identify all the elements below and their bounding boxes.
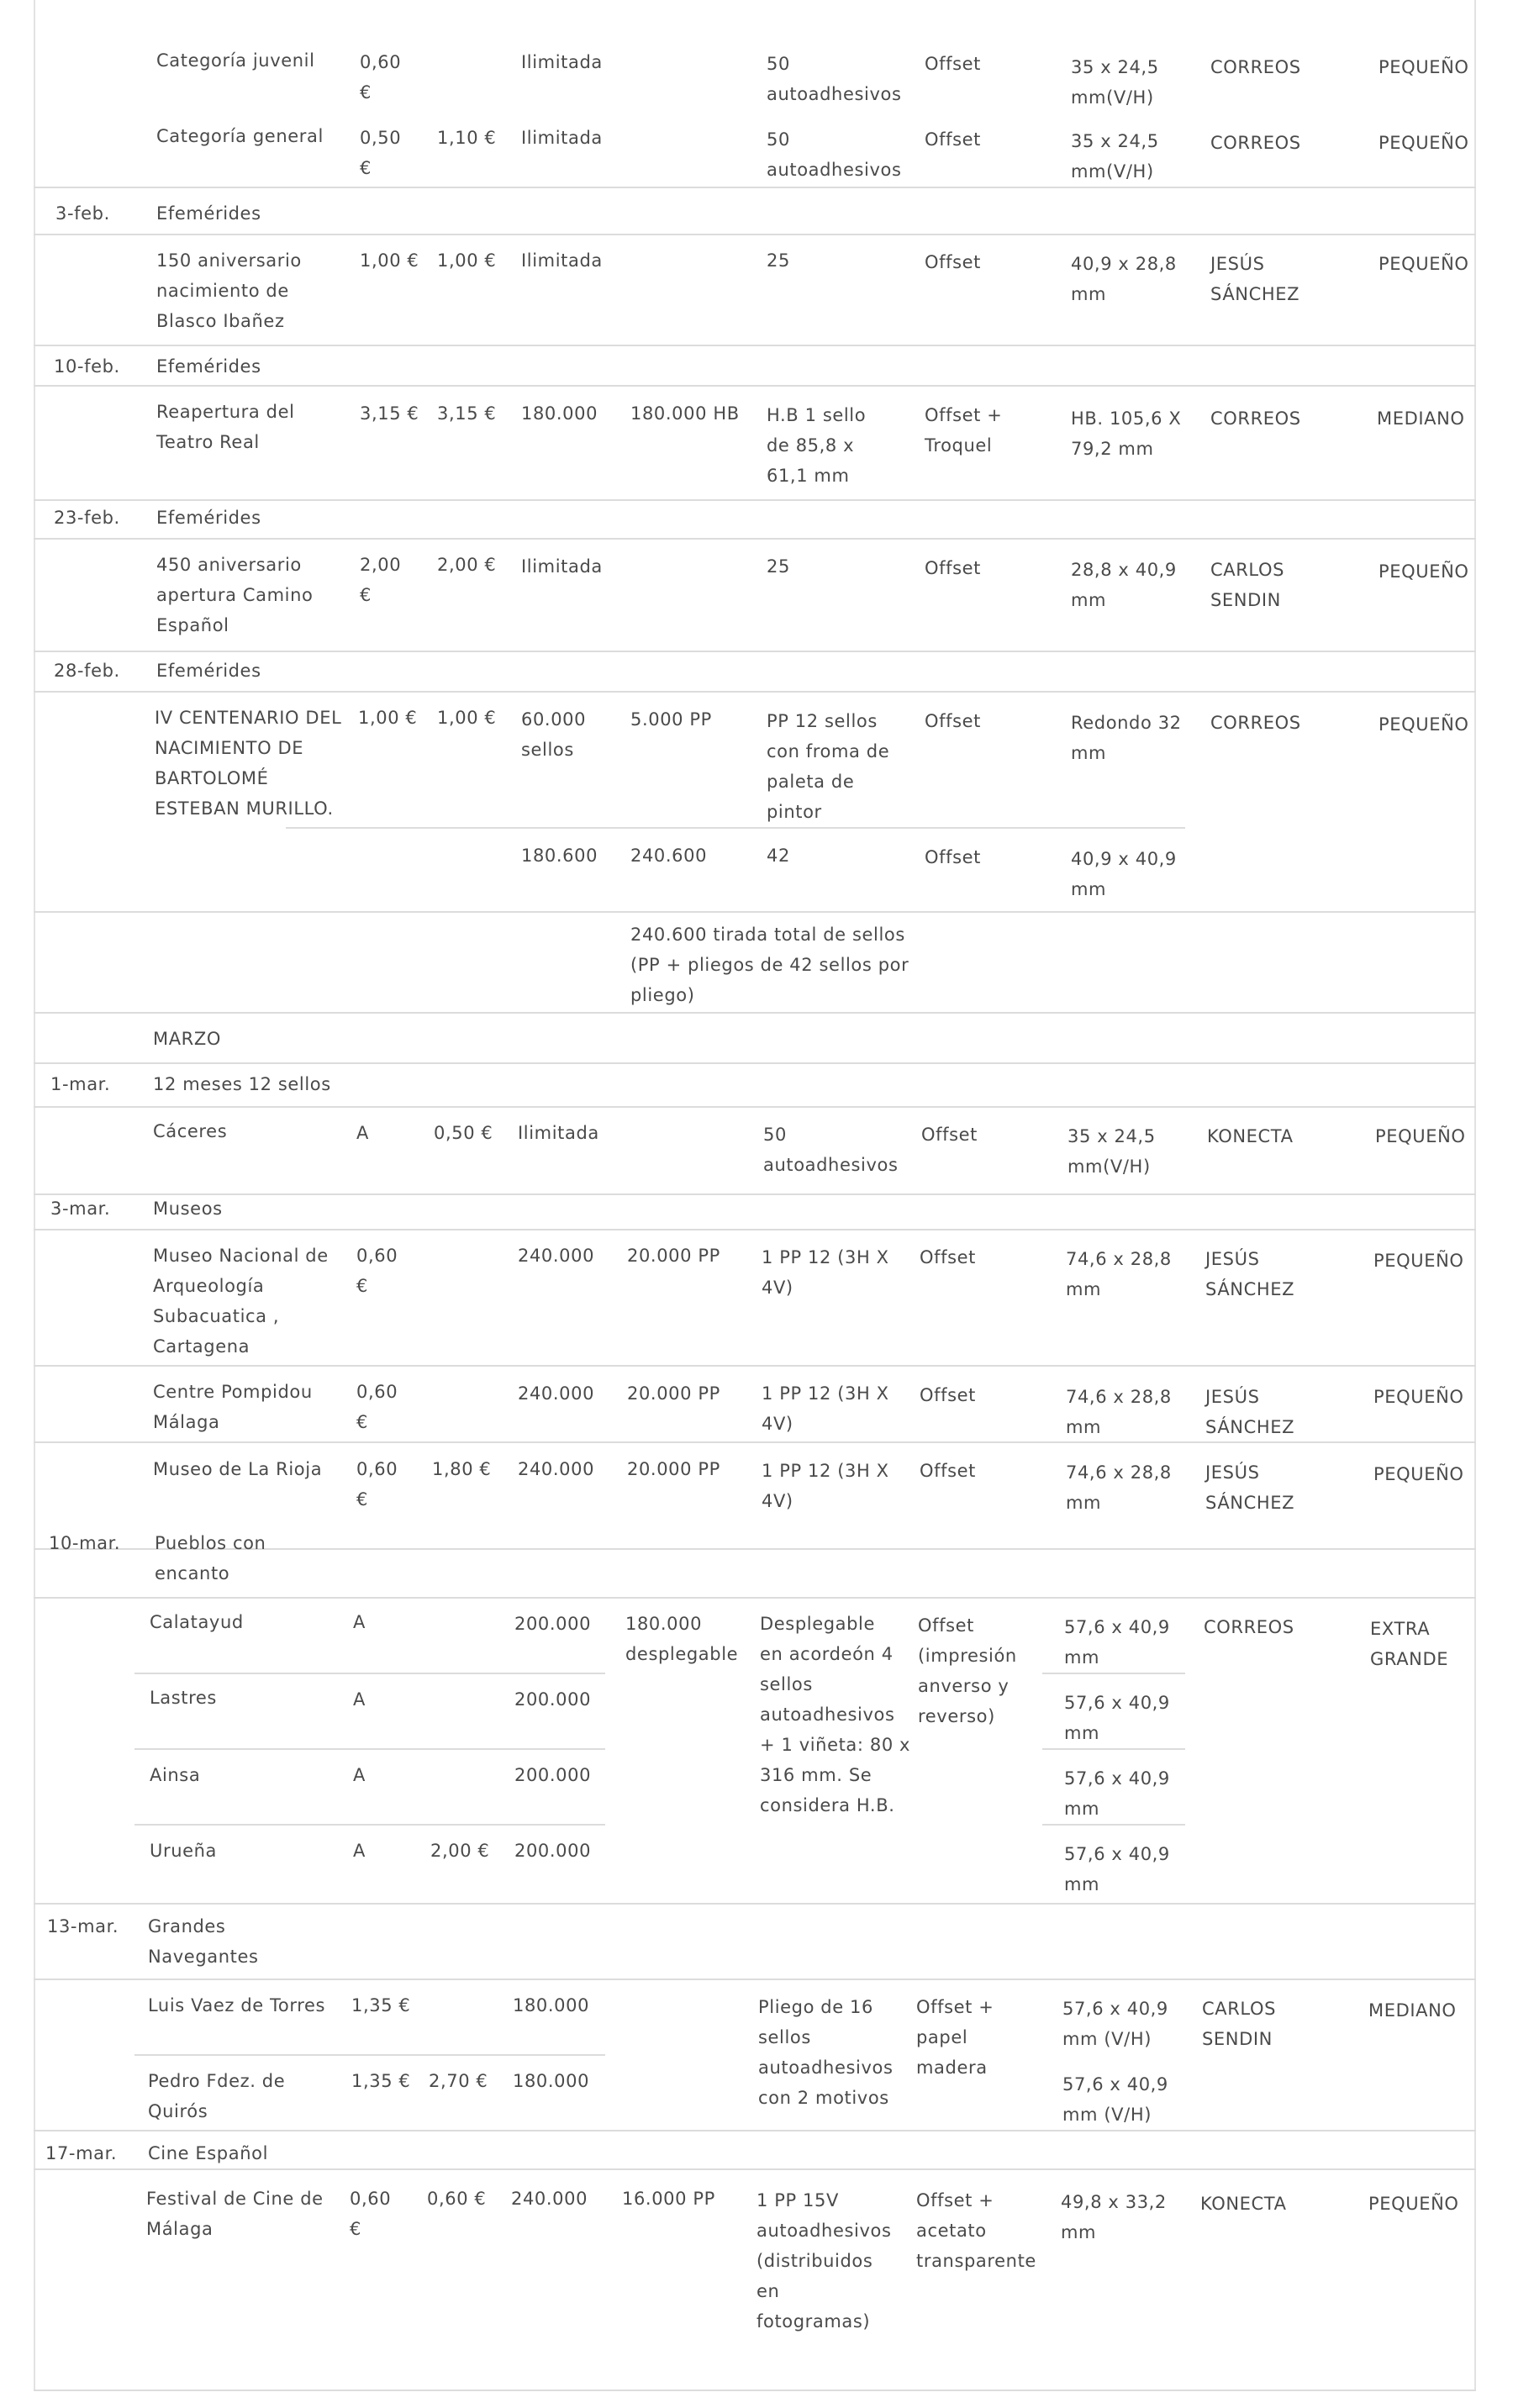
series-title: Museos [153, 1199, 223, 1219]
stamp-size: 49,8 x 33,2 mm [1061, 2192, 1167, 2242]
print-run: Ilimitada [521, 556, 603, 577]
row-divider [34, 345, 1476, 346]
stamp-size: 57,6 x 40,9 mm (V/H) [1062, 1999, 1168, 2049]
row-divider [34, 2168, 1476, 2170]
total-value: 2,00 € [437, 555, 497, 575]
designer: CARLOS SENDIN [1202, 1999, 1277, 2049]
stamp-title: Museo Nacional de Arqueología Subacuatica , Cartagena [153, 1246, 329, 1357]
row-divider [34, 1062, 1476, 1064]
stamp-size: 35 x 24,5 mm(V/H) [1071, 131, 1159, 182]
issue-date: 3-mar. [50, 1199, 111, 1219]
print-run: 180.600 [521, 846, 598, 866]
print-run: 180.000 [513, 2071, 590, 2091]
format: Desplegable en acordeón 4 sellos autoadhesivos + 1 viñeta: 80 x 316 mm. Se considera H.B. [760, 1614, 911, 1815]
total-value: 3,15 € [437, 403, 497, 424]
designer: CARLOS SENDIN [1210, 560, 1285, 610]
series-title: Efemérides [156, 661, 261, 681]
face-value: 0,60 € [356, 1459, 398, 1510]
row-divider [34, 1365, 1476, 1367]
size-category: EXTRA GRANDE [1370, 1619, 1449, 1669]
total-value: 2,70 € [429, 2071, 488, 2091]
stamp-size: 74,6 x 28,8 mm [1066, 1249, 1172, 1299]
series-title: Grandes Navegantes [148, 1916, 259, 1967]
format: 42 [767, 846, 790, 866]
stamp-title: 450 aniversario apertura Camino Español [156, 555, 314, 635]
face-value: A [353, 1841, 366, 1861]
total-value: 1,00 € [437, 708, 497, 728]
row-divider [286, 827, 1185, 829]
face-value: 2,00 € [360, 555, 402, 605]
stamp-size: 35 x 24,5 mm(V/H) [1068, 1126, 1156, 1177]
designer: CORREOS [1210, 57, 1301, 77]
size-category: PEQUEÑO [1373, 1464, 1464, 1484]
size-category: MEDIANO [1377, 408, 1465, 429]
print-run: 240.000 [518, 1459, 595, 1479]
print-run: 200.000 [514, 1689, 592, 1710]
stamp-title: Centre Pompidou Málaga [153, 1382, 313, 1432]
stamp-title: Categoría juvenil [156, 50, 315, 71]
format: 25 [767, 556, 790, 577]
series-title: Efemérides [156, 203, 261, 224]
stamp-size: 57,6 x 40,9 mm [1064, 1617, 1170, 1668]
printing-method: Offset [920, 1461, 977, 1481]
month-heading: MARZO [153, 1029, 221, 1049]
printing-method: Offset + papel madera [916, 1997, 994, 2078]
face-value: 1,35 € [351, 1995, 411, 2015]
print-run: Ilimitada [521, 128, 603, 148]
issue-date: 28-feb. [54, 661, 120, 681]
designer: JESÚS SÁNCHEZ [1205, 1249, 1295, 1299]
row-divider [34, 651, 1476, 652]
stamp-title: Cáceres [153, 1121, 228, 1141]
stamp-size: 74,6 x 28,8 mm [1066, 1462, 1172, 1513]
total-value: 1,80 € [432, 1459, 492, 1479]
total-value: 2,00 € [430, 1841, 490, 1861]
face-value: 0,60 € [360, 52, 402, 103]
row-divider [34, 1012, 1476, 1014]
row-divider [1042, 1748, 1185, 1750]
face-value: A [353, 1765, 366, 1785]
size-category: PEQUEÑO [1373, 1387, 1464, 1407]
designer: KONECTA [1200, 2194, 1287, 2214]
size-category: PEQUEÑO [1379, 57, 1469, 77]
printing-method: Offset [925, 711, 982, 731]
print-run: Ilimitada [518, 1123, 599, 1143]
row-divider [134, 2054, 605, 2056]
issue-date: 23-feb. [54, 508, 120, 528]
series-title: 12 meses 12 sellos [153, 1074, 331, 1094]
stamp-title: Museo de La Rioja [153, 1459, 323, 1479]
printing-method: Offset [920, 1247, 977, 1267]
stamp-title: Reapertura del Teatro Real [156, 402, 295, 452]
printing-method: Offset [925, 54, 982, 74]
face-value: 0,50 € [360, 128, 402, 178]
stamp-title: Pedro Fdez. de Quirós [148, 2071, 286, 2121]
sheets: 20.000 PP [627, 1383, 720, 1404]
size-category: PEQUEÑO [1373, 1251, 1464, 1271]
format: H.B 1 sello de 85,8 x 61,1 mm [767, 405, 867, 486]
stamp-size: 57,6 x 40,9 mm [1064, 1844, 1170, 1894]
stamp-size: 74,6 x 28,8 mm [1066, 1387, 1172, 1437]
row-divider [34, 1903, 1476, 1905]
stamp-size: 57,6 x 40,9 mm [1064, 1768, 1170, 1819]
format: 50 autoadhesivos [767, 129, 902, 180]
designer: CORREOS [1210, 713, 1301, 733]
stamp-title: Festival de Cine de Málaga [146, 2189, 324, 2239]
format: PP 12 sellos con froma de paleta de pintor [767, 711, 890, 822]
row-divider [34, 234, 1476, 235]
face-value: 3,15 € [360, 403, 419, 424]
format: 1 PP 15V autoadhesivos (distribuidos en fotogramas) [756, 2190, 892, 2332]
designer: CORREOS [1210, 408, 1301, 429]
printing-method: Offset [925, 129, 982, 150]
sheets: 5.000 PP [630, 709, 712, 730]
print-run: 200.000 [514, 1841, 592, 1861]
stamp-size: 35 x 24,5 mm(V/H) [1071, 57, 1159, 108]
stamp-title: Lastres [150, 1688, 217, 1708]
format: 1 PP 12 (3H X 4V) [762, 1461, 889, 1511]
print-run: Ilimitada [521, 250, 603, 271]
issue-date: 10-mar. [49, 1533, 121, 1553]
stamp-title: IV CENTENARIO DEL NACIMIENTO DE BARTOLOMÉ ESTEBAN MURILLO. [155, 708, 342, 819]
row-divider [134, 1748, 605, 1750]
stamp-size: 57,6 x 40,9 mm (V/H) [1062, 2074, 1168, 2125]
stamp-size: Redondo 32 mm [1071, 713, 1182, 763]
face-value: 0,60 € [356, 1246, 398, 1296]
print-run: 240.000 [518, 1246, 595, 1266]
series-title: Efemérides [156, 356, 261, 377]
total-value: 0,50 € [434, 1123, 493, 1143]
designer: CORREOS [1210, 133, 1301, 153]
print-run: 200.000 [514, 1765, 592, 1785]
row-divider [34, 1979, 1476, 1980]
print-run: 180.000 [513, 1995, 590, 2015]
row-divider [134, 1824, 605, 1826]
issue-date: 3-feb. [55, 203, 110, 224]
format: 1 PP 12 (3H X 4V) [762, 1383, 889, 1434]
size-category: MEDIANO [1368, 2000, 1457, 2021]
print-run: 200.000 [514, 1614, 592, 1634]
stamp-size: 28,8 x 40,9 mm [1071, 560, 1177, 610]
printing-method: Offset [920, 1385, 977, 1405]
printing-method: Offset [925, 847, 982, 867]
face-value: A [353, 1689, 366, 1710]
stamp-size: 57,6 x 40,9 mm [1064, 1693, 1170, 1743]
sheets: 240.600 [630, 846, 708, 866]
row-divider [34, 538, 1476, 540]
print-run: 240.000 [518, 1383, 595, 1404]
printing-method: Offset + Troquel [925, 405, 1003, 456]
size-category: PEQUEÑO [1379, 714, 1469, 735]
designer: JESÚS SÁNCHEZ [1205, 1462, 1295, 1513]
row-divider [34, 2130, 1476, 2131]
format: 25 [767, 250, 790, 271]
stamp-title: 150 aniversario nacimiento de Blasco Ibañez [156, 250, 302, 331]
format: 50 autoadhesivos [763, 1125, 899, 1175]
issue-date: 1-mar. [50, 1074, 111, 1094]
stamp-size: 40,9 x 28,8 mm [1071, 254, 1177, 304]
table-bottom-border [34, 2390, 1476, 2391]
total-value: 0,60 € [427, 2189, 487, 2209]
row-divider [34, 691, 1476, 693]
size-category: PEQUEÑO [1379, 561, 1469, 582]
issue-date: 10-feb. [54, 356, 120, 377]
row-divider [1042, 1824, 1185, 1826]
stamp-title: Ainsa [150, 1765, 201, 1785]
face-value: 0,60 € [350, 2189, 392, 2239]
printing-method: Offset (impresión anverso y reverso) [918, 1615, 1017, 1726]
size-category: PEQUEÑO [1379, 254, 1469, 274]
sheets: 180.000 desplegable [625, 1614, 739, 1664]
total-value: 1,10 € [437, 128, 497, 148]
sheets: 20.000 PP [627, 1246, 720, 1266]
print-run: 60.000 sellos [521, 709, 587, 760]
row-divider [34, 385, 1476, 387]
face-value: 1,35 € [351, 2071, 411, 2091]
size-category: PEQUEÑO [1379, 133, 1469, 153]
designer: JESÚS SÁNCHEZ [1210, 254, 1300, 304]
face-value: 1,00 € [358, 708, 418, 728]
face-value: 1,00 € [360, 250, 419, 271]
row-divider [1042, 1673, 1185, 1674]
print-run: 240.000 [511, 2189, 588, 2209]
stamp-title: Categoría general [156, 126, 324, 146]
series-title: Efemérides [156, 508, 261, 528]
face-value: 0,60 € [356, 1382, 398, 1432]
table-left-border [34, 0, 35, 2391]
designer: JESÚS SÁNCHEZ [1205, 1387, 1295, 1437]
stamp-size: HB. 105,6 X 79,2 mm [1071, 408, 1182, 459]
size-category: PEQUEÑO [1375, 1126, 1466, 1146]
stamp-size: 40,9 x 40,9 mm [1071, 849, 1177, 899]
sheets: 180.000 HB [630, 403, 740, 424]
sheets: 20.000 PP [627, 1459, 720, 1479]
row-divider [34, 499, 1476, 501]
row-divider [34, 1229, 1476, 1230]
face-value: A [353, 1612, 366, 1632]
total-value: 1,00 € [437, 250, 497, 271]
sheets: 16.000 PP [622, 2189, 715, 2209]
face-value: A [356, 1123, 369, 1143]
series-title: Pueblos con encanto [155, 1533, 266, 1583]
printing-method: Offset [921, 1125, 978, 1145]
issue-date: 17-mar. [45, 2143, 118, 2163]
row-divider [34, 911, 1476, 913]
row-divider [34, 1597, 1476, 1599]
print-run: Ilimitada [521, 52, 603, 72]
series-title: Cine Español [148, 2143, 269, 2163]
table-right-border [1474, 0, 1476, 2391]
printing-method: Offset [925, 252, 982, 272]
print-run: 180.000 [521, 403, 598, 424]
printing-method: Offset [925, 558, 982, 578]
format: Pliego de 16 sellos autoadhesivos con 2 motivos [758, 1997, 894, 2108]
designer: KONECTA [1207, 1126, 1294, 1146]
stamp-title: Luis Vaez de Torres [148, 1995, 326, 2015]
format: 50 autoadhesivos [767, 54, 902, 104]
stamp-title: Calatayud [150, 1612, 244, 1632]
issue-date: 13-mar. [47, 1916, 119, 1936]
stamp-title: Urueña [150, 1841, 218, 1861]
total-print-note: 240.600 tirada total de sellos (PP + pliegos de 42 sellos por pliego) [630, 925, 909, 1005]
row-divider [34, 1106, 1476, 1108]
row-divider [34, 1193, 1476, 1195]
row-divider [34, 187, 1476, 188]
size-category: PEQUEÑO [1368, 2194, 1459, 2214]
printing-method: Offset + acetato transparente [916, 2190, 1036, 2271]
format: 1 PP 12 (3H X 4V) [762, 1247, 889, 1298]
row-divider [134, 1673, 605, 1674]
designer: CORREOS [1204, 1617, 1294, 1637]
